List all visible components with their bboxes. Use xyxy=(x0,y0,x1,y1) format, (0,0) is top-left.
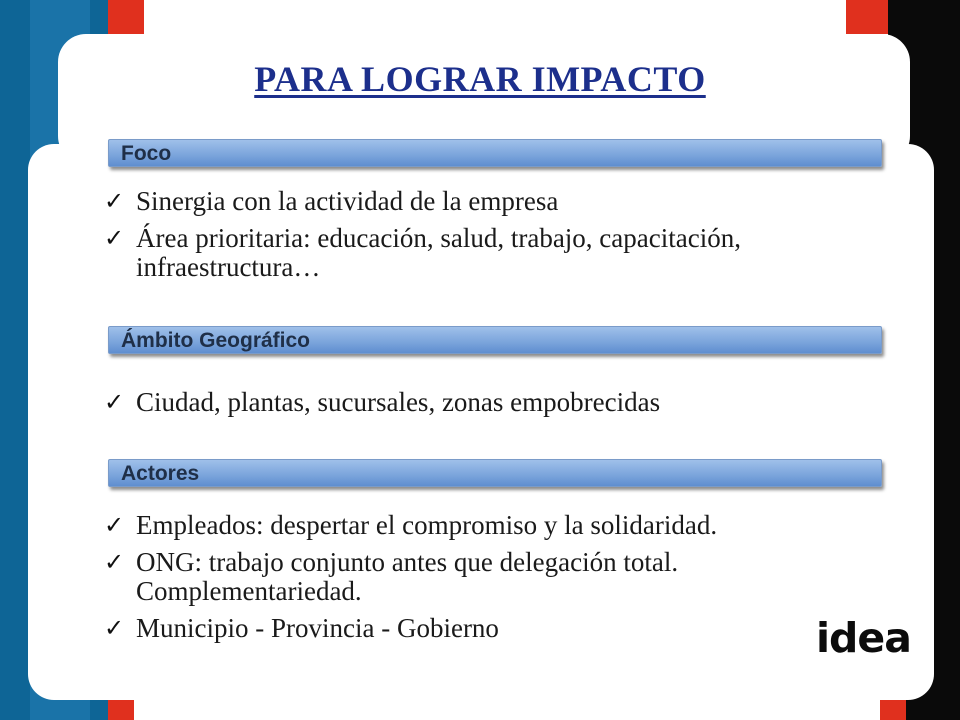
list-item-text: Ciudad, plantas, sucursales, zonas empobrecidas xyxy=(136,387,661,417)
list-item-text: Área prioritaria: educación, salud, trabajo, capacitación, infraestructura… xyxy=(136,223,741,282)
red-accent-top-right xyxy=(846,0,888,34)
checkmark-icon: ✓ xyxy=(104,548,125,576)
list-item xyxy=(104,388,936,417)
section-header-foco: Foco xyxy=(108,139,882,167)
checkmark-icon: ✓ xyxy=(104,224,125,252)
section-list-ambito-geografico xyxy=(104,388,936,425)
checkmark-icon: ✓ xyxy=(104,614,125,642)
list-item-text: Empleados: despertar el compromiso y la solidaridad. xyxy=(136,510,718,540)
list-item xyxy=(104,224,756,282)
list-item xyxy=(104,511,936,540)
checkmark-icon: ✓ xyxy=(104,511,125,539)
section-list-foco xyxy=(104,187,936,290)
idea-logo xyxy=(816,614,912,662)
idea-logo-text: idea xyxy=(816,614,911,662)
list-item xyxy=(104,548,876,606)
slide-title: PARA LOGRAR IMPACTO xyxy=(254,59,706,99)
checkmark-icon: ✓ xyxy=(104,388,125,416)
list-item xyxy=(104,614,936,643)
checkmark-icon: ✓ xyxy=(104,187,125,215)
section-header-ambito-geografico: Ámbito Geográfico xyxy=(108,326,882,354)
section-header-actores: Actores xyxy=(108,459,882,487)
section-list-actores xyxy=(104,511,936,651)
list-item-text: Sinergia con la actividad de la empresa xyxy=(136,186,559,216)
list-item-text: ONG: trabajo conjunto antes que delegación total. Complementariedad. xyxy=(136,547,679,606)
red-accent-top-left xyxy=(108,0,144,34)
list-item xyxy=(104,187,936,216)
list-item-text: Municipio - Provincia - Gobierno xyxy=(136,613,499,643)
